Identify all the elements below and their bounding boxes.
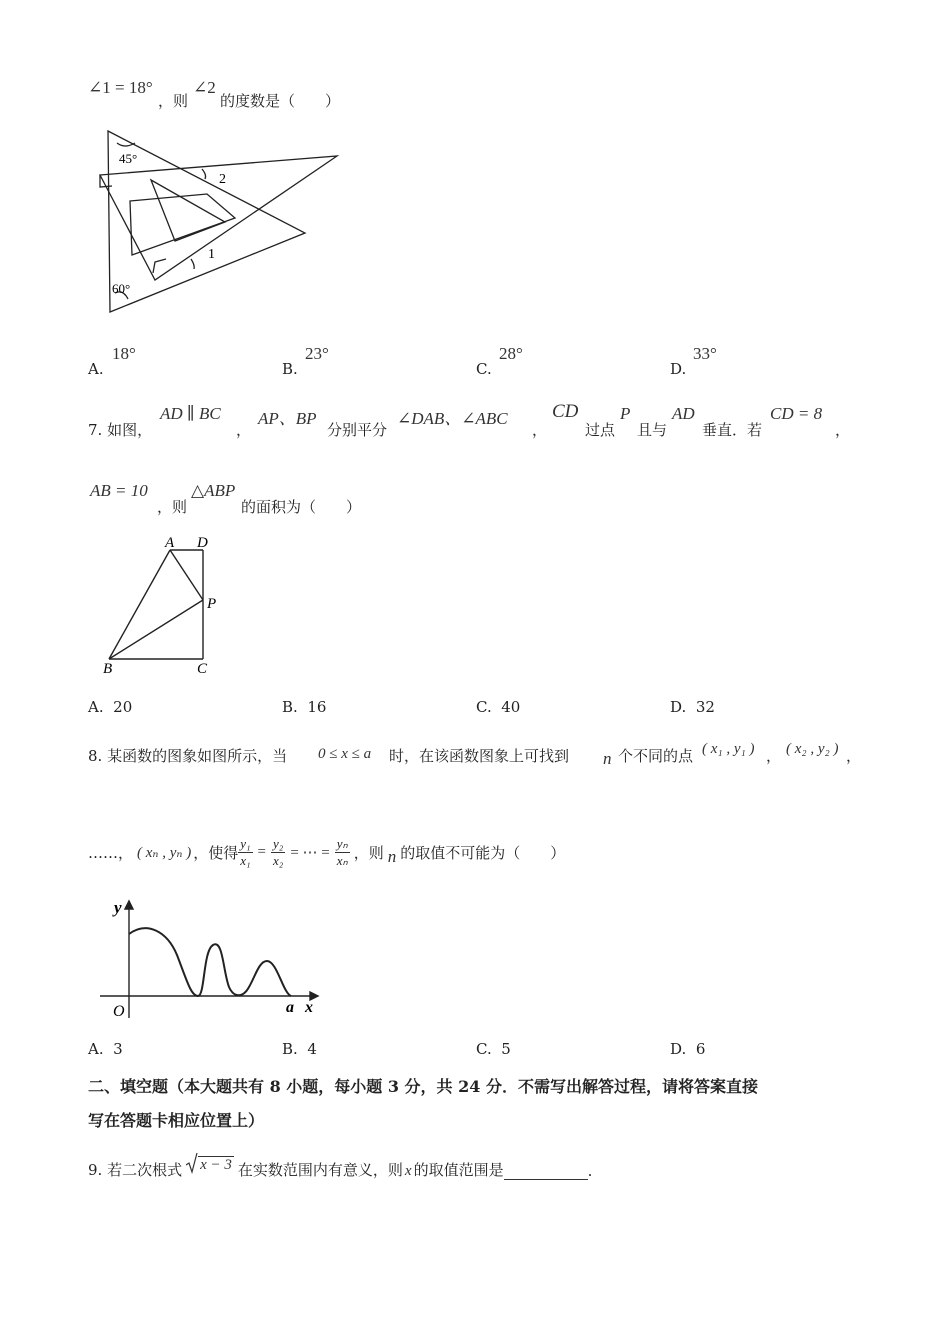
q7-t8: ，则 — [157, 498, 188, 516]
q7-m9: △ABP — [191, 481, 236, 500]
q8-t4: ，则 — [353, 843, 384, 862]
q7-option-a-letter: A. — [88, 698, 104, 716]
q7-segment-ap — [170, 550, 203, 600]
q7-m3: ∠DAB、∠ABC — [397, 409, 508, 428]
q8-eq1: = — [257, 843, 267, 860]
q8-label-o: O — [113, 1003, 125, 1020]
q8-t5: 的取值不可能为（ ） — [400, 843, 566, 862]
q7-option-b-letter: B. — [282, 698, 298, 716]
q6-inner-triangle — [151, 180, 225, 241]
q7-m6: AD — [672, 404, 695, 423]
q6-figure — [95, 125, 345, 315]
q7-t9: 的面积为（ ） — [241, 498, 362, 516]
q7-c3: ， — [532, 421, 548, 439]
q8-p1: ( x₁ , y₁ ) — [702, 741, 755, 757]
q8-option-a-letter: A. — [88, 1040, 104, 1058]
q7-option-c — [476, 698, 520, 716]
q7-m8: AB = 10 — [90, 481, 148, 500]
q8-m2: n — [603, 749, 612, 768]
q8-fraction-2-den: x₂ — [273, 852, 284, 868]
q6-option-b-value: 23° — [305, 344, 329, 363]
q8-option-b-value: 4 — [307, 1040, 317, 1058]
q7-label-d: D — [197, 535, 208, 551]
q7-option-b — [282, 698, 326, 716]
q8-num: 8. 某函数的图象如图所示，当 — [88, 747, 288, 765]
q7-m2: AP、BP — [258, 409, 317, 428]
sqrt-icon — [186, 1152, 198, 1174]
q7-t6: 垂直．若 — [702, 421, 763, 439]
q9-radical — [186, 1152, 234, 1174]
q7-option-b-value: 16 — [307, 698, 327, 716]
q8-c1: ， — [766, 747, 782, 765]
q9-answer-blank[interactable] — [504, 1165, 588, 1180]
q7-option-c-letter: C. — [476, 698, 492, 716]
q8-dots: ……， — [88, 843, 134, 862]
q7-label-a: A — [165, 535, 175, 551]
q7-figure — [95, 530, 225, 680]
section2-heading-line2: 写在答题卡相应位置上） — [88, 1111, 265, 1130]
q7-num: 7. 如图， — [88, 421, 153, 439]
q8-figure — [95, 893, 325, 1023]
q9-line — [88, 1150, 592, 1180]
q6-right-angle-mark-2 — [153, 259, 166, 273]
q8-option-a-value: 3 — [113, 1040, 123, 1058]
q7-t4: 过点 — [585, 421, 616, 439]
q8-t1: 时，在该函数图象上可找到 — [389, 747, 570, 765]
q8-fraction-3-num: yₙ — [336, 835, 348, 851]
q6-option-c-letter: C. — [476, 360, 492, 378]
q7-m5: P — [620, 404, 631, 423]
q8-fraction-2-num: y₂ — [273, 835, 284, 851]
q8-t2: 个不同的点 — [618, 747, 694, 765]
q8-m1: 0 ≤ x ≤ a — [318, 746, 372, 762]
q8-fraction-1-num: y₁ — [240, 835, 251, 851]
q8-c2: ， — [846, 747, 862, 765]
q8-fraction-1 — [238, 836, 252, 869]
q7-option-a — [88, 698, 132, 716]
q8-label-y: y — [114, 898, 122, 917]
q8-pn: ( xₙ , yₙ ) — [137, 844, 192, 861]
q7-m4: CD — [552, 401, 579, 422]
q6-arc-2 — [202, 169, 206, 179]
q8-option-b-letter: B. — [282, 1040, 298, 1058]
q6-angle2: ∠2 — [193, 78, 216, 97]
q8-eq2: = ⋯ = — [290, 844, 330, 861]
q8-option-c — [476, 1040, 511, 1058]
q8-fraction-1-den: x₁ — [240, 852, 251, 868]
q9-radicand: x − 3 — [200, 1157, 232, 1173]
q7-c7: ， — [835, 421, 851, 439]
q6-stem-sep: ，则 — [158, 92, 189, 110]
q8-option-a — [88, 1040, 123, 1058]
q6-label-1: 1 — [208, 247, 215, 262]
q8-option-b — [282, 1040, 317, 1058]
q7-m1: AD ∥ BC — [160, 404, 221, 423]
q8-m3: n — [387, 847, 397, 866]
q6-stem-tail: 的度数是（ ） — [220, 92, 341, 110]
q7-m7: CD = 8 — [770, 404, 823, 423]
q6-given: ∠1 = 18° — [88, 78, 153, 97]
q7-option-d — [670, 698, 715, 716]
q8-option-d-letter: D. — [670, 1040, 687, 1058]
q6-option-d-letter: D. — [670, 360, 687, 378]
q9-var: x — [404, 1163, 412, 1179]
q8-option-d — [670, 1040, 705, 1058]
q7-label-p: P — [207, 596, 217, 612]
q7-t5: 且与 — [637, 421, 668, 439]
q6-triangle-60 — [108, 131, 305, 312]
q6-option-c-value: 28° — [499, 344, 523, 363]
q7-segment-bp — [109, 600, 203, 659]
q7-label-c: C — [197, 661, 208, 677]
q8-label-a: a — [286, 999, 294, 1016]
q8-option-c-value: 5 — [501, 1040, 511, 1058]
q7-label-b: B — [103, 661, 113, 677]
q8-line2 — [88, 832, 565, 872]
q7-c1: ， — [236, 421, 252, 439]
q8-fraction-3-den: xₙ — [336, 852, 348, 868]
q6-stem — [88, 78, 153, 98]
q7-segment-ab — [109, 550, 170, 659]
q6-label-2: 2 — [219, 172, 226, 187]
q8-t3: ，使得 — [193, 843, 239, 862]
q8-p2: ( x₂ , y₂ ) — [786, 741, 839, 757]
q8-fraction-3 — [335, 836, 350, 869]
q8-label-x: x — [305, 999, 313, 1016]
q6-label-45: 45° — [119, 151, 138, 166]
q6-option-b-letter: B. — [282, 360, 298, 378]
q7-option-d-value: 32 — [695, 698, 715, 716]
q7-t2: 分别平分 — [327, 421, 388, 439]
q6-option-d-value: 33° — [693, 344, 717, 363]
q6-option-a-letter: A. — [88, 360, 104, 378]
q6-arc-1 — [191, 259, 194, 269]
q8-option-c-letter: C. — [476, 1040, 492, 1058]
section2-heading-line1: 二、填空题（本大题共有 8 小题，每小题 3 分，共 24 分．不需写出解答过程，请将答案直接 — [88, 1077, 758, 1096]
q9-t1: 在实数范围内有意义，则 — [237, 1161, 403, 1179]
q9-t2: 的取值范围是 — [413, 1161, 504, 1179]
q8-fraction-2 — [271, 836, 285, 869]
q7-option-a-value: 20 — [113, 698, 133, 716]
q6-option-a-value: 18° — [112, 344, 136, 363]
q8-curve — [129, 928, 291, 996]
q7-option-c-value: 40 — [501, 698, 521, 716]
q7-option-d-letter: D. — [670, 698, 687, 716]
q9-num: 9. 若二次根式 — [88, 1161, 183, 1179]
q8-option-d-value: 6 — [695, 1040, 706, 1058]
q9-end: . — [587, 1162, 593, 1180]
q6-label-60: 60° — [112, 281, 131, 296]
q8-y-arrow — [125, 901, 133, 909]
